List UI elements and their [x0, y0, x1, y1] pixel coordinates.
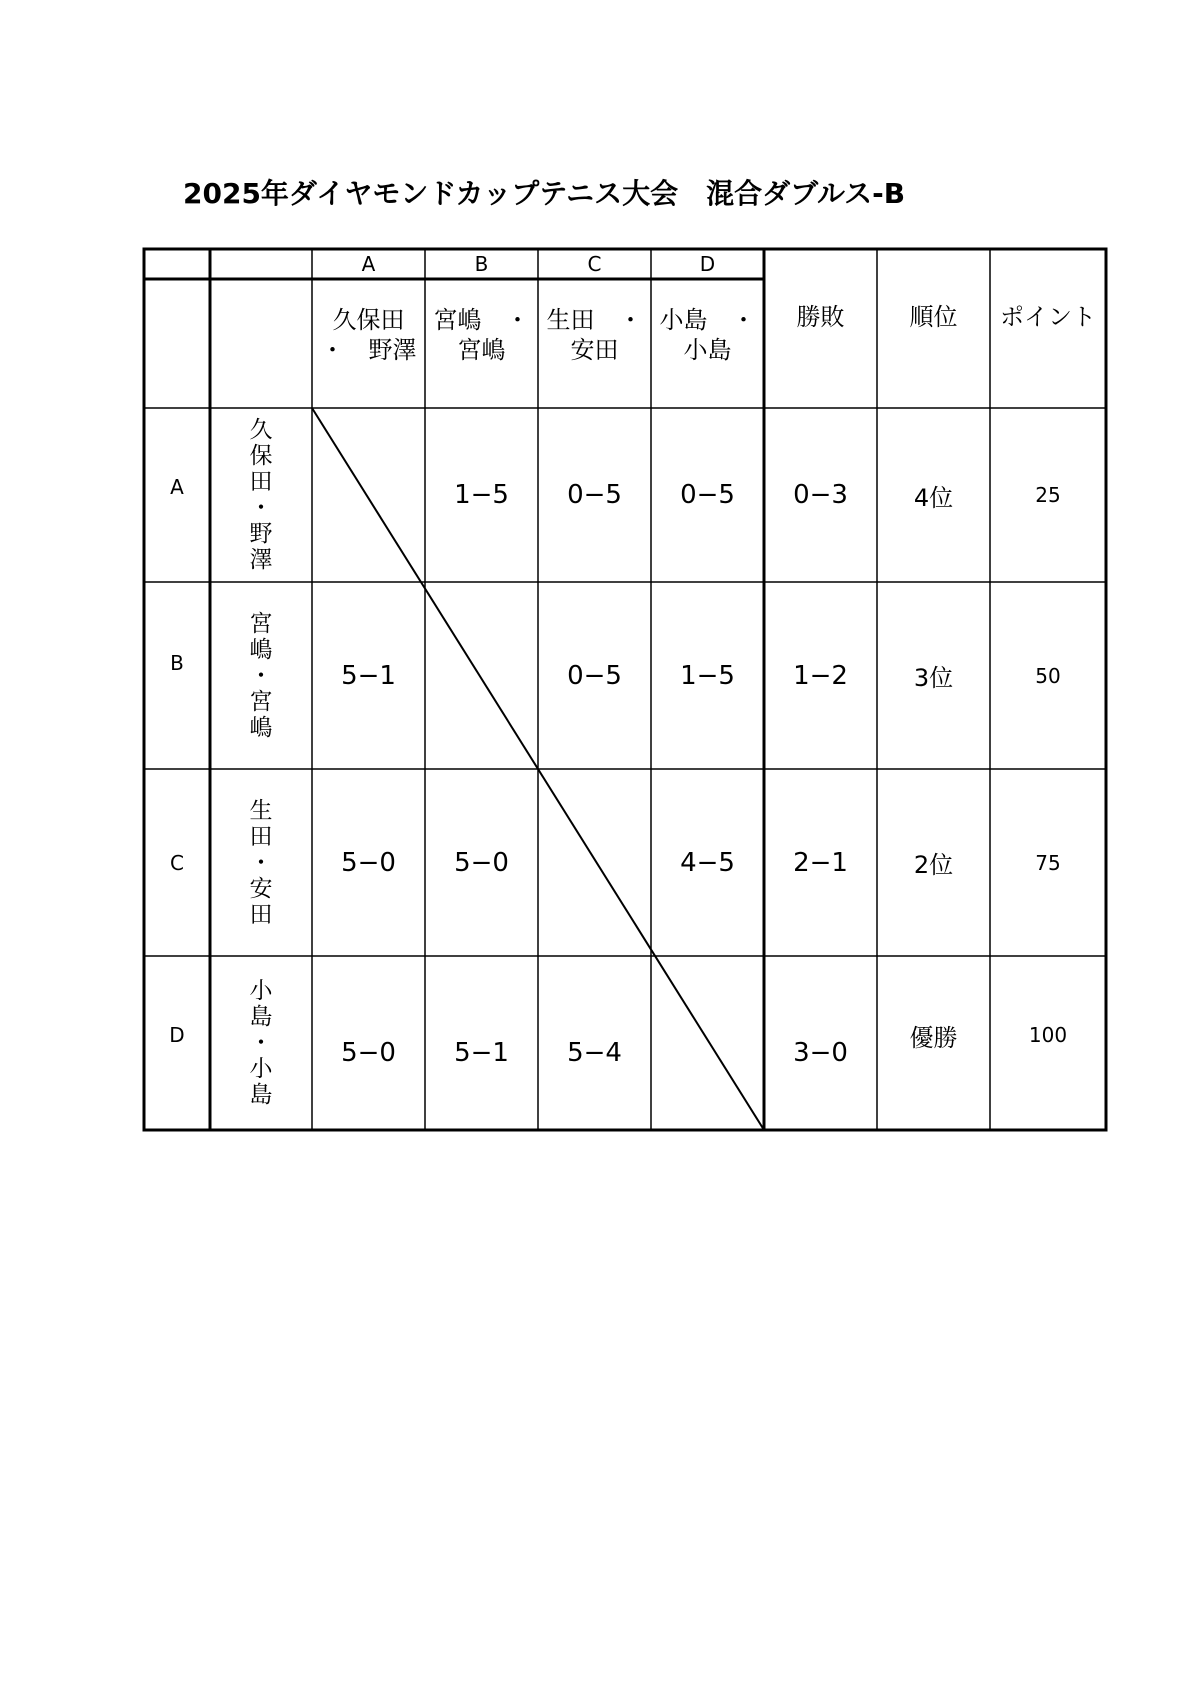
score-cell: 0−5 [567, 660, 622, 691]
row-name-char: 小 [249, 978, 273, 1004]
col-name-d-line1: 小島 ・ [659, 305, 756, 334]
col-name-d [651, 279, 764, 408]
row-name-char: 島 [249, 1082, 273, 1108]
col-name-a-line2: ・ 野澤 [320, 335, 417, 364]
col-name-a [312, 279, 425, 408]
score-cell: 1−5 [454, 480, 509, 510]
points-cell: 75 [1035, 850, 1061, 875]
row-name-char: 野 [249, 521, 273, 547]
row-letter-a: A [170, 475, 184, 499]
row-name-char: 田 [249, 901, 273, 928]
score-cell: 0−5 [567, 480, 622, 510]
col-name-d-line2: 小島 [683, 335, 732, 364]
score-cell: 5−0 [341, 1038, 396, 1068]
score-cell: 5−1 [454, 1038, 509, 1068]
row-letter-c: C [170, 850, 184, 875]
row-name-char: 嶋 [249, 714, 273, 741]
rank-cell: 3位 [913, 664, 954, 692]
score-cell: 0−5 [680, 480, 735, 510]
col-name-b-line2: 宮嶋 [457, 335, 506, 364]
col-name-c-line1: 生田 ・ [546, 305, 643, 334]
win-loss-header: 勝敗 [796, 303, 845, 331]
win-loss-cell: 3−0 [793, 1038, 848, 1068]
row-name-a [210, 408, 312, 582]
row-name-char: 宮 [249, 610, 273, 637]
rank-cell: 優勝 [909, 1023, 958, 1052]
row-letter-d: D [169, 1023, 185, 1047]
points-header: ポイント [1000, 303, 1096, 331]
col-name-c-line2: 安田 [570, 335, 619, 364]
col-name-c [538, 279, 651, 408]
points-cell: 100 [1028, 1023, 1068, 1047]
score-cell: 5−0 [341, 847, 396, 878]
page-title: 2025年ダイヤモンドカップテニス大会 混合ダブルス-B [183, 177, 906, 210]
row-name-char: ・ [249, 662, 273, 689]
rank-header: 順位 [909, 303, 958, 331]
col-letter-a: A [361, 252, 376, 276]
score-cell [425, 582, 538, 769]
row-name-char: 保 [249, 443, 273, 469]
row-letter-b: B [170, 650, 184, 675]
row-name-char: ・ [249, 1030, 273, 1056]
row-name-char: 久 [249, 417, 273, 443]
row-name-char: 生 [249, 797, 273, 824]
row-name-char: 田 [249, 823, 273, 850]
row-name-char: 田 [249, 469, 273, 495]
row-name-char: 安 [249, 875, 273, 902]
score-cell [312, 408, 425, 582]
row-name-char: 澤 [249, 547, 273, 573]
score-cell: 5−1 [341, 660, 396, 691]
row-name-char: ・ [249, 849, 273, 876]
score-cell: 1−5 [680, 660, 735, 691]
rank-cell: 4位 [913, 483, 954, 512]
row-name-char: 宮 [249, 688, 273, 715]
points-cell: 25 [1035, 483, 1061, 507]
row-name-char: ・ [249, 495, 273, 521]
col-name-b-line1: 宮嶋 ・ [433, 305, 530, 334]
row-name-char: 小 [249, 1056, 273, 1082]
col-letter-d: D [699, 252, 716, 276]
col-letter-c: C [587, 252, 602, 276]
row-name-c [210, 769, 312, 956]
col-letter-b: B [474, 252, 489, 276]
rank-cell: 2位 [913, 851, 954, 879]
col-name-b [425, 279, 538, 408]
score-cell: 5−0 [454, 847, 509, 878]
row-name-char: 島 [249, 1004, 273, 1030]
row-name-b [210, 582, 312, 769]
points-cell: 50 [1035, 663, 1061, 688]
col-name-a-line1: 久保田 [332, 305, 405, 334]
score-cell [538, 769, 651, 956]
score-cell: 4−5 [680, 847, 735, 878]
win-loss-cell: 1−2 [793, 660, 848, 691]
win-loss-cell: 0−3 [793, 480, 848, 510]
score-cell: 5−4 [567, 1038, 622, 1068]
row-name-char: 嶋 [249, 636, 273, 663]
row-name-d [210, 956, 312, 1130]
score-cell [651, 956, 764, 1130]
win-loss-cell: 2−1 [793, 847, 848, 878]
